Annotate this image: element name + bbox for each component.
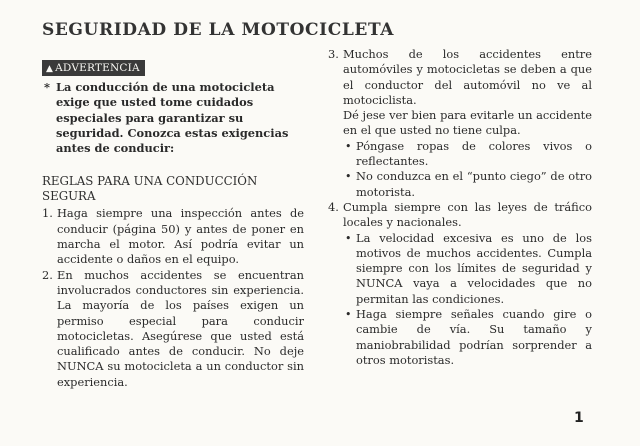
bullet-icon: • [345,231,352,245]
page-number: 1 [574,410,584,426]
warning-text [42,80,304,156]
bullet-item [343,139,592,170]
list-item [42,268,304,390]
bullet-text: Póngase ropas de colores vivos o reflectantes. [356,138,592,169]
item-number: 3. [328,47,339,61]
list-item [328,47,592,200]
item-number: 4. [328,199,339,214]
left-column [42,56,304,390]
list-item [328,200,592,368]
item-text: Muchos de los accidentes entre automóviles y motocicletas se deben a que el conductor del automóvil no ve al motociclista. [343,47,592,107]
item-text: Haga siempre una inspección antes de conducir (página 50) y antes de poner en marcha el motor. Así podría evitar un accidente o daños en el equipo. [57,206,304,267]
bullet-text: Haga siempre señales cuando gire o cambie de vía. Su tamaño y maniobrabilidad podrían sorprender a otros motoristas. [356,307,592,367]
page-title: SEGURIDAD DE LA MOTOCICLETA [42,20,395,40]
item-number: 2. [42,267,53,282]
item-number: 1. [42,206,53,221]
rules-list-left [42,206,304,390]
warning-body: La conducción de una motocicleta exige que usted tome cuidados especiales para garantizar su seguridad. Conozca estas exigencias antes de conducir: [56,80,289,156]
bullet-icon: • [345,139,352,153]
bullet-text: La velocidad excesiva es uno de los motivos de muchos accidentes. Cumpla siempre con los límites de seguridad y NUNCA vaya a velocidades que no permitan las condiciones. [356,230,592,306]
bullet-icon: • [345,170,352,184]
bullet-text: No conduzca en el “punto ciego” de otro motorista. [356,169,592,199]
warning-badge [42,60,145,76]
section-heading-line2: SEGURA [42,189,96,204]
section-heading-line1: REGLAS PARA UNA CONDUCCIÓN [42,174,258,189]
bullet-icon: • [345,308,352,322]
right-column [328,47,592,368]
item-text: Cumpla siempre con las leyes de tráfico locales y nacionales. [343,199,592,230]
item-text-continued: Dé jese ver bien para evitarle un accidente en el que usted no tiene culpa. [343,108,592,138]
bullet-item [343,307,592,368]
warning-triangle-icon: ▲ [46,64,54,74]
list-item [42,206,304,267]
warning-label: ADVERTENCIA [55,62,140,74]
warning-star: * [44,80,50,94]
item-text: En muchos accidentes se encuentran involucrados conductores sin experiencia. La mayoría de los países exigen un permiso especial para conducir motocicletas. Asegúrese que usted está cualificado antes de conducir. No deje NUNCA su motocicleta a un conductor sin experiencia. [57,267,304,389]
bullet-item [343,169,592,200]
section-heading [42,174,304,204]
bullet-item [343,231,592,307]
